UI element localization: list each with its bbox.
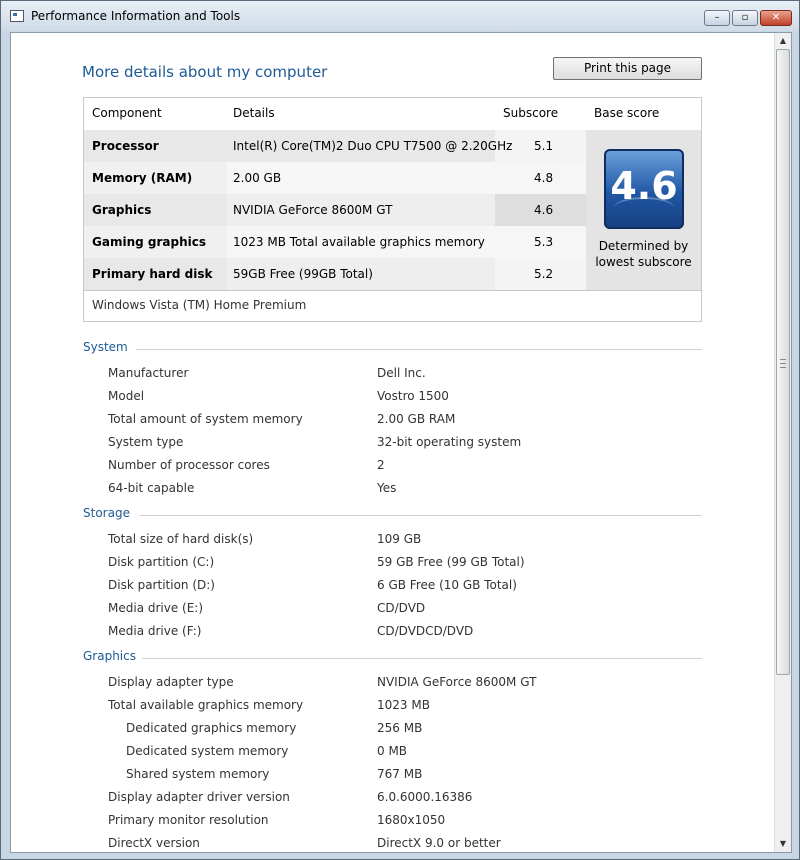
base-score-value: 4.6	[610, 164, 678, 208]
content-pane	[10, 32, 792, 853]
prop-label: Dedicated system memory	[126, 744, 289, 758]
score-table	[83, 97, 702, 322]
base-score-note: Determined by lowest subscore	[595, 239, 692, 269]
prop-value: 2.00 GB RAM	[377, 412, 456, 426]
component-processor: Processor	[92, 139, 159, 153]
print-page-button[interactable]: Print this page	[553, 57, 702, 80]
prop-value: 109 GB	[377, 532, 422, 546]
base-score-badge	[604, 149, 684, 229]
header-details: Details	[233, 106, 275, 120]
scroll-thumb[interactable]	[776, 49, 790, 675]
prop-label: Dedicated graphics memory	[126, 721, 297, 735]
prop-value: 59 GB Free (99 GB Total)	[377, 555, 525, 569]
vertical-scrollbar[interactable]	[774, 33, 791, 852]
os-edition: Windows Vista (TM) Home Premium	[92, 298, 307, 312]
close-button[interactable]: ✕	[760, 10, 792, 26]
prop-value: NVIDIA GeForce 8600M GT	[377, 675, 537, 689]
component-gaming-graphics: Gaming graphics	[92, 235, 206, 249]
subscore-processor: 5.1	[534, 139, 554, 153]
header-base-score: Base score	[594, 106, 660, 120]
prop-value: Dell Inc.	[377, 366, 426, 380]
prop-label: Total amount of system memory	[108, 412, 303, 426]
window-title: Performance Information and Tools	[31, 9, 241, 23]
prop-value: Yes	[377, 481, 397, 495]
subscore-hard-disk: 5.2	[534, 267, 554, 281]
section-system-title: System	[83, 340, 128, 354]
maximize-button[interactable]: ▫	[732, 10, 758, 26]
prop-label: Shared system memory	[126, 767, 270, 781]
title-bar[interactable]	[1, 1, 799, 31]
header-component: Component	[92, 106, 162, 120]
component-graphics: Graphics	[92, 203, 152, 217]
prop-label: DirectX version	[108, 836, 200, 850]
prop-value: 1680x1050	[377, 813, 446, 827]
prop-value: 2	[377, 458, 385, 472]
details-hard-disk: 59GB Free (99GB Total)	[233, 267, 373, 281]
prop-label: Display adapter driver version	[108, 790, 290, 804]
prop-value: CD/DVDCD/DVD	[377, 624, 474, 638]
prop-label: Display adapter type	[108, 675, 234, 689]
section-graphics-title: Graphics	[83, 649, 136, 663]
scroll-down-icon[interactable]: ▼	[779, 839, 787, 848]
prop-label: Total available graphics memory	[108, 698, 304, 712]
page-title: More details about my computer	[82, 63, 328, 81]
prop-label: System type	[108, 435, 184, 449]
prop-value: DirectX 9.0 or better	[377, 836, 501, 850]
header-subscore: Subscore	[503, 106, 559, 120]
minimize-button[interactable]: –	[704, 10, 730, 26]
subscore-gaming-graphics: 5.3	[534, 235, 554, 249]
prop-value: 1023 MB	[377, 698, 430, 712]
prop-value: 6 GB Free (10 GB Total)	[377, 578, 517, 592]
window-icon	[10, 10, 24, 22]
prop-value: 0 MB	[377, 744, 408, 758]
subscore-graphics: 4.6	[534, 203, 554, 217]
prop-label: 64-bit capable	[108, 481, 195, 495]
prop-value: 256 MB	[377, 721, 423, 735]
details-processor: Intel(R) Core(TM)2 Duo CPU T7500 @ 2.20GHz	[233, 139, 513, 153]
scroll-up-icon[interactable]: ▲	[779, 36, 787, 45]
prop-label: Disk partition (C:)	[108, 555, 215, 569]
prop-label: Media drive (F:)	[108, 624, 202, 638]
prop-label: Total size of hard disk(s)	[108, 532, 254, 546]
component-hard-disk: Primary hard disk	[92, 267, 213, 281]
subscore-memory: 4.8	[534, 171, 554, 185]
prop-value: 767 MB	[377, 767, 423, 781]
details-gaming-graphics: 1023 MB Total available graphics memory	[233, 235, 485, 249]
section-storage-title: Storage	[83, 506, 130, 520]
prop-value: 32-bit operating system	[377, 435, 522, 449]
prop-label: Media drive (E:)	[108, 601, 204, 615]
prop-value: 6.0.6000.16386	[377, 790, 473, 804]
prop-value: CD/DVD	[377, 601, 426, 615]
prop-label: Manufacturer	[108, 366, 189, 380]
prop-label: Primary monitor resolution	[108, 813, 269, 827]
prop-label: Disk partition (D:)	[108, 578, 215, 592]
component-memory: Memory (RAM)	[92, 171, 193, 185]
details-graphics: NVIDIA GeForce 8600M GT	[233, 203, 393, 217]
prop-value: Vostro 1500	[377, 389, 449, 403]
prop-label: Number of processor cores	[108, 458, 270, 472]
details-memory: 2.00 GB	[233, 171, 282, 185]
prop-label: Model	[108, 389, 145, 403]
base-score-panel	[586, 130, 701, 290]
